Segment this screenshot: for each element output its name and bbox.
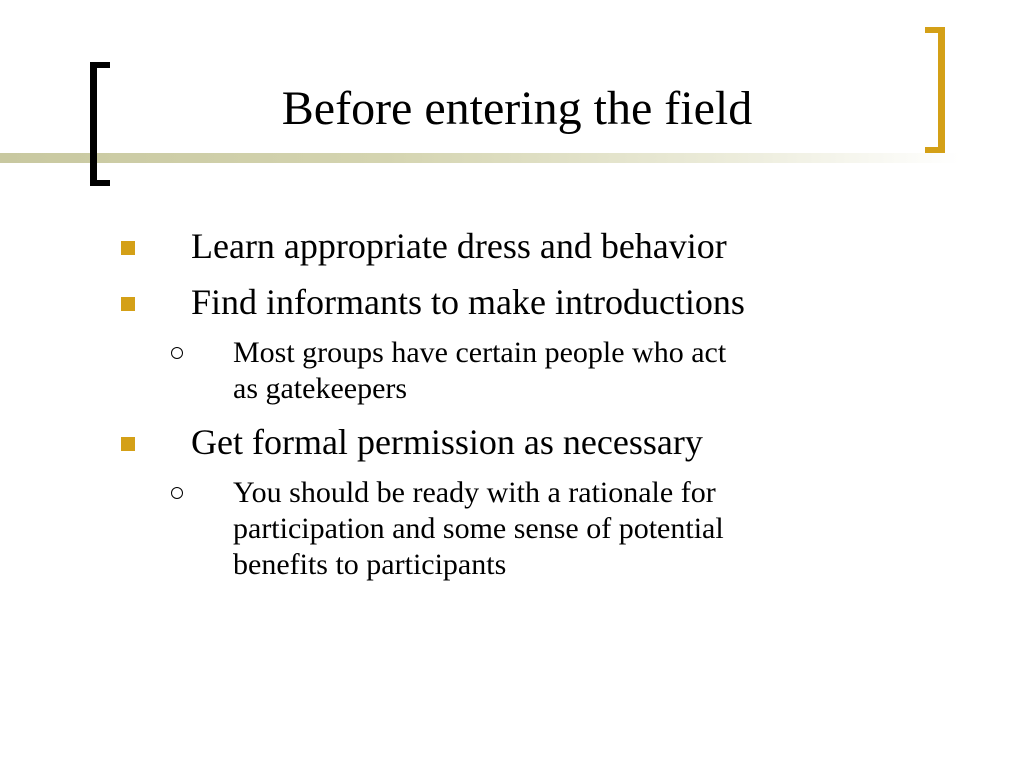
square-bullet-icon [121,241,135,255]
sub-bullet-item [233,475,724,583]
title-underline-bar [0,153,960,163]
bullet-item: Get formal permission as necessary [191,422,703,462]
circle-bullet-icon [171,347,183,359]
sub-bullet-item [233,335,726,407]
circle-bullet-icon [171,487,183,499]
bullet-item: Find informants to make introductions [191,282,745,322]
sub-bullet-line: participation and some sense of potential [233,512,724,545]
square-bullet-icon [121,437,135,451]
square-bullet-icon [121,297,135,311]
sub-bullet-line: You should be ready with a rationale for [233,476,716,509]
sub-bullet-line: Most groups have certain people who act [233,336,727,369]
slide-title: Before entering the field [281,82,753,135]
sub-bullet-line: as gatekeepers [233,372,408,405]
bullet-item: Learn appropriate dress and behavior [191,226,727,266]
sub-bullet-line: benefits to participants [233,548,507,581]
